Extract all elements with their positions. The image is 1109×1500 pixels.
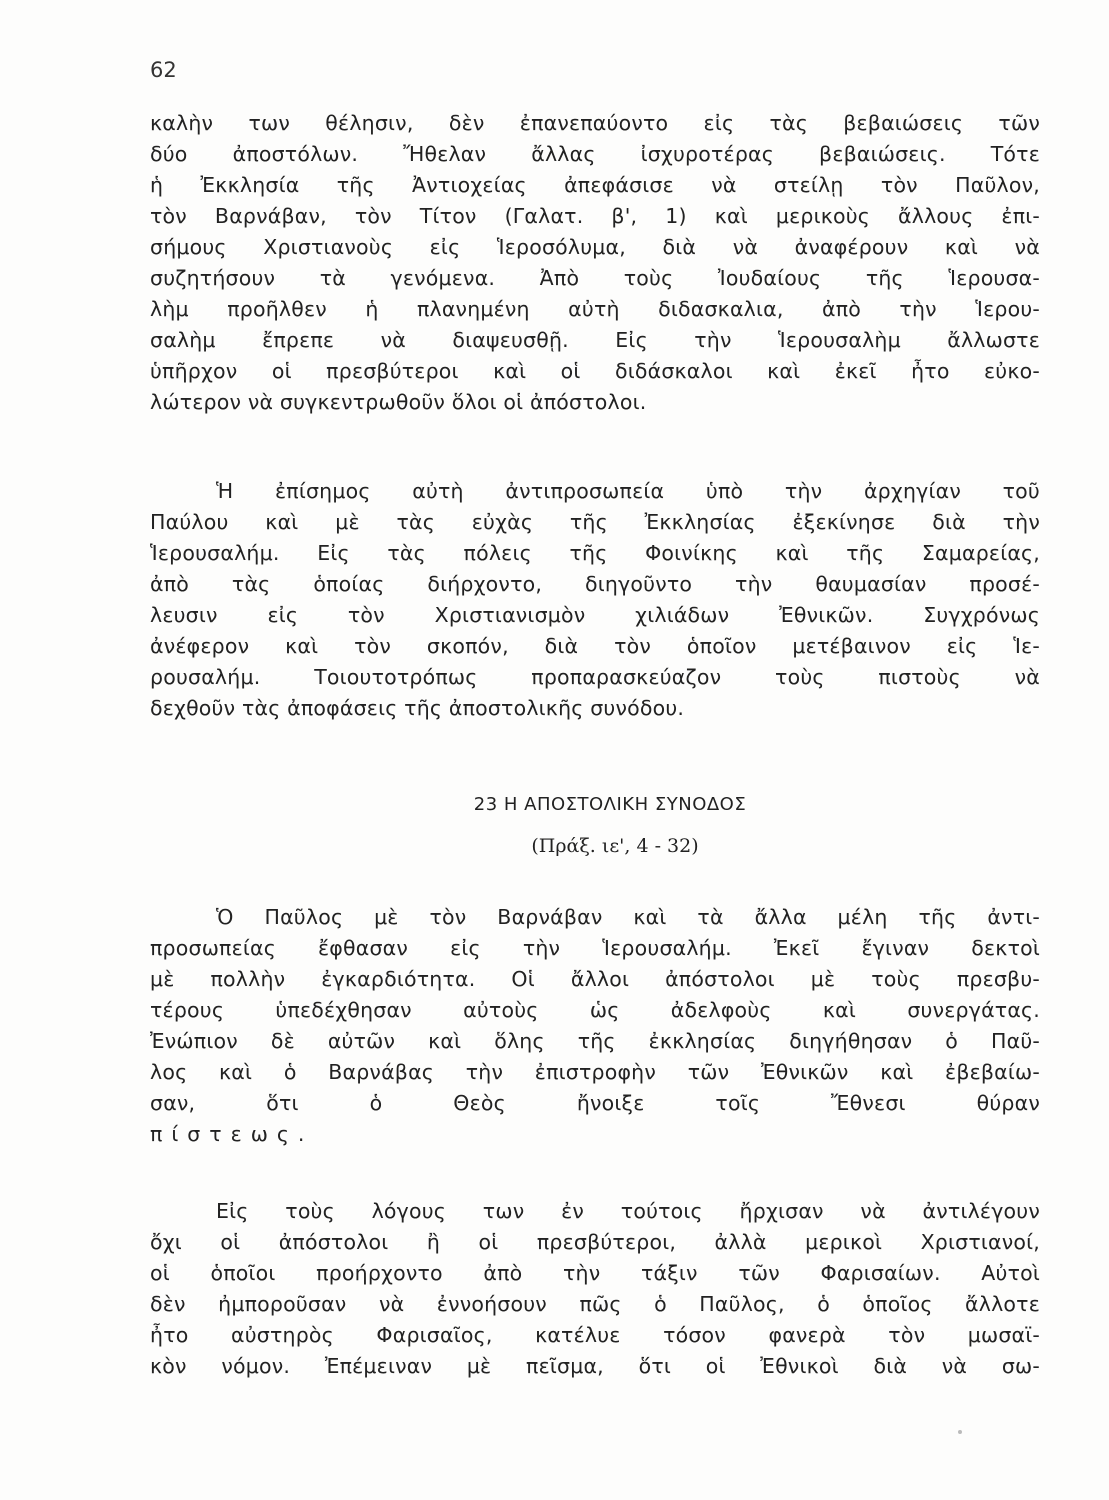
text-line: λώτερον νὰ συγκεντρωθοῦν ὅλοι οἱ ἀπόστολοι. (150, 390, 647, 414)
text-line: Εἰς τοὺς λόγους των ἐν τούτοις ἤρχισαν νὰ ἀντιλέγουν (216, 1199, 1040, 1223)
text-line: ἀπὸ τὰς ὁποίας διήρχοντο, διηγοῦντο τὴν θαυμασίαν προσέ- (150, 572, 1040, 596)
text-line: κὸν νόμον. Ἐπέμειναν μὲ πεῖσμα, ὅτι οἱ Ἐθνικοὶ διὰ νὰ σω- (150, 1354, 1040, 1378)
text-line: οἱ ὁποῖοι προήρχοντο ἀπὸ τὴν τάξιν τῶν Φαρισαίων. Αὐτοὶ (150, 1261, 1040, 1285)
text-line: Ἡ ἐπίσημος αὐτὴ ἀντιπροσωπεία ὑπὸ τὴν ἀρχηγίαν τοῦ (216, 479, 1040, 503)
text-line: σαν, ὅτι ὁ Θεὸς ἤνοιξε τοῖς Ἔθνεσι θύραν (150, 1091, 1040, 1115)
section-heading: 23 Η ΑΠΟΣΤΟΛΙΚΗ ΣΥΝΟΔΟΣ (473, 794, 747, 815)
paragraph-2 (150, 476, 1040, 724)
text-line: μὲ πολλὴν ἐγκαρδιότητα. Οἱ ἄλλοι ἀπόστολοι μὲ τοὺς πρεσβυ- (150, 967, 1040, 991)
text-line: ὄχι οἱ ἀπόστολοι ἢ οἱ πρεσβύτεροι, ἀλλὰ μερικοὶ Χριστιανοί, (150, 1230, 1040, 1254)
text-line: Ὁ Παῦλος μὲ τὸν Βαρνάβαν καὶ τὰ ἄλλα μέλη τῆς ἀντι- (216, 905, 1040, 929)
text-line: δὲν ἠμποροῦσαν νὰ ἐννοήσουν πῶς ὁ Παῦλος, ὁ ὁποῖος ἄλλοτε (150, 1292, 1040, 1316)
text-line: Ἱερουσαλήμ. Εἰς τὰς πόλεις τῆς Φοινίκης καὶ τῆς Σαμαρείας, (150, 541, 1040, 565)
paragraph-1 (150, 108, 1040, 418)
text-line: ἀνέφερον καὶ τὸν σκοπόν, διὰ τὸν ὁποῖον μετέβαινον εἰς Ἱε- (150, 634, 1040, 658)
text-line: καλὴν των θέλησιν, δὲν ἐπανεπαύοντο εἰς τὰς βεβαιώσεις τῶν (150, 111, 1040, 135)
text-line: λὴμ προῆλθεν ἡ πλανημένη αὐτὴ διδασκαλια, ἀπὸ τὴν Ἱερου- (150, 297, 1040, 321)
text-line: σήμους Χριστιανοὺς εἰς Ἱεροσόλυμα, διὰ νὰ ἀναφέρουν καὶ νὰ (150, 235, 1040, 259)
text-line: σαλὴμ ἔπρεπε νὰ διαψευσθῇ. Εἰς τὴν Ἱερουσαλὴμ ἄλλωστε (150, 328, 1040, 352)
text-line: ὑπῆρχον οἱ πρεσβύτεροι καὶ οἱ διδάσκαλοι καὶ ἐκεῖ ἦτο εὐκο- (150, 359, 1040, 383)
ink-speck (958, 1430, 962, 1434)
text-line: τὸν Βαρνάβαν, τὸν Τίτον (Γαλατ. β', 1) καὶ μερικοὺς ἄλλους ἐπι- (150, 204, 1040, 228)
text-line: ρουσαλήμ. Τοιουτοτρόπως προπαρασκεύαζον τοὺς πιστοὺς νὰ (150, 665, 1040, 689)
page-number: 62 (150, 58, 177, 82)
text-line: λος καὶ ὁ Βαρνάβας τὴν ἐπιστροφὴν τῶν Ἐθνικῶν καὶ ἐβεβαίω- (150, 1060, 1040, 1084)
scripture-reference: (Πράξ. ιε', 4 - 32) (531, 835, 699, 857)
text-line: τέρους ὑπεδέχθησαν αὐτοὺς ὡς ἀδελφοὺς καὶ συνεργάτας. (150, 998, 1040, 1022)
text-line: ἦτο αὐστηρὸς Φαρισαῖος, κατέλυε τόσον φανερὰ τὸν μωσαϊ- (150, 1323, 1040, 1347)
text-line: δύο ἀποστόλων. Ἤθελαν ἄλλας ἰσχυροτέρας βεβαιώσεις. Τότε (150, 142, 1040, 166)
text-line: συζητήσουν τὰ γενόμενα. Ἀπὸ τοὺς Ἰουδαίους τῆς Ἱερουσα- (150, 266, 1040, 290)
paragraph-3 (150, 902, 1040, 1150)
text-line: Ἐνώπιον δὲ αὐτῶν καὶ ὅλης τῆς ἐκκλησίας διηγήθησαν ὁ Παῦ- (150, 1029, 1040, 1053)
text-line: ἡ Ἐκκλησία τῆς Ἀντιοχείας ἀπεφάσισε νὰ στείλῃ τὸν Παῦλον, (150, 173, 1040, 197)
text-line: Παύλου καὶ μὲ τὰς εὐχὰς τῆς Ἐκκλησίας ἐξεκίνησε διὰ τὴν (150, 510, 1040, 534)
text-line: λευσιν εἰς τὸν Χριστιανισμὸν χιλιάδων Ἐθνικῶν. Συγχρόνως (150, 603, 1040, 627)
paragraph-4 (150, 1196, 1040, 1382)
text-line: πίστεως. (150, 1122, 314, 1146)
text-line: προσωπείας ἔφθασαν εἰς τὴν Ἱερουσαλήμ. Ἐκεῖ ἔγιναν δεκτοὶ (150, 936, 1040, 960)
text-line: δεχθοῦν τὰς ἀποφάσεις τῆς ἀποστολικῆς συνόδου. (150, 696, 685, 720)
